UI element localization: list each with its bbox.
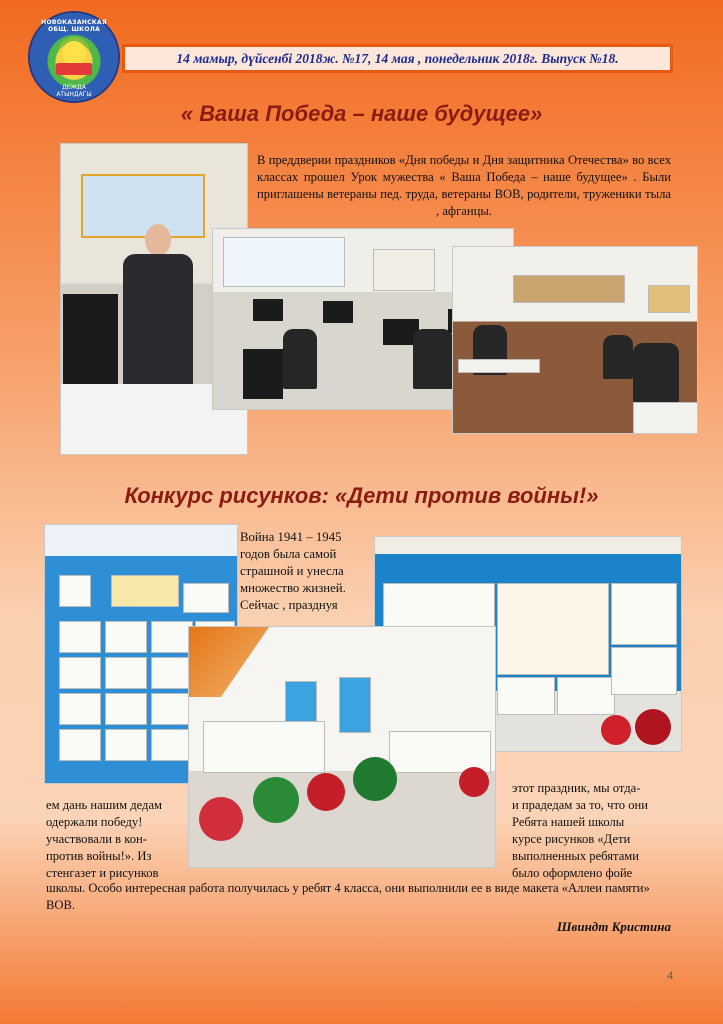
issue-header — [122, 44, 673, 73]
photo-library-students — [452, 246, 698, 434]
issue-header-text: 14 мамыр, дүйсенбі 2018ж. №17, 14 мая , понедельник 2018г. Выпуск №18. — [176, 50, 619, 66]
section2-title: Конкурс рисунков: «Дети против войны!» — [124, 483, 599, 508]
section2-paragraph-bottom: школы. Особо интересная работа получилась у ребят 4 класса, они выполнили ее в виде макета «Аллеи памяти» ВОВ. — [46, 881, 650, 912]
section2-paragraph-left: ем дань нашим дедам одержали победу! участвовали в кон- против войны!». Из стенгазет и рисунков — [46, 798, 163, 880]
school-logo — [30, 13, 118, 101]
author-signature: Швиндт Кристина — [556, 919, 671, 934]
section1-title: « Ваша Победа – наше будущее» — [180, 101, 543, 126]
section2-paragraph-right: этот праздник, мы отда- и прадедам за то, что они Ребята нашей школы курсе рисунков «Дети выполненных ребятами было оформлено фойе — [512, 781, 648, 880]
section2-paragraph-top: Война 1941 – 1945 годов была самой страшной и унесла множество жизней. Сейчас , празднуя — [240, 530, 346, 612]
book-icon — [56, 63, 92, 75]
section1-paragraph: В преддверии праздников «Дня победы и Дня защитника Отечества» во всех классах прошел Урок мужества « Ваша Победа – наше будущее» . Были приглашены ветераны пед. труда, ветераны ВОВ, родители, труженики тыла , афганцы. — [257, 153, 671, 218]
photo-memory-alley — [188, 626, 496, 868]
page-number: 4 — [667, 968, 673, 982]
logo-text-bottom: ДЕЖДА АТЫНДАГЫ — [56, 84, 92, 98]
logo-text-top: НОВОКАЗАНСКАЯ ОБЩ. ШКОЛА — [41, 19, 107, 33]
sun-icon — [62, 41, 86, 65]
